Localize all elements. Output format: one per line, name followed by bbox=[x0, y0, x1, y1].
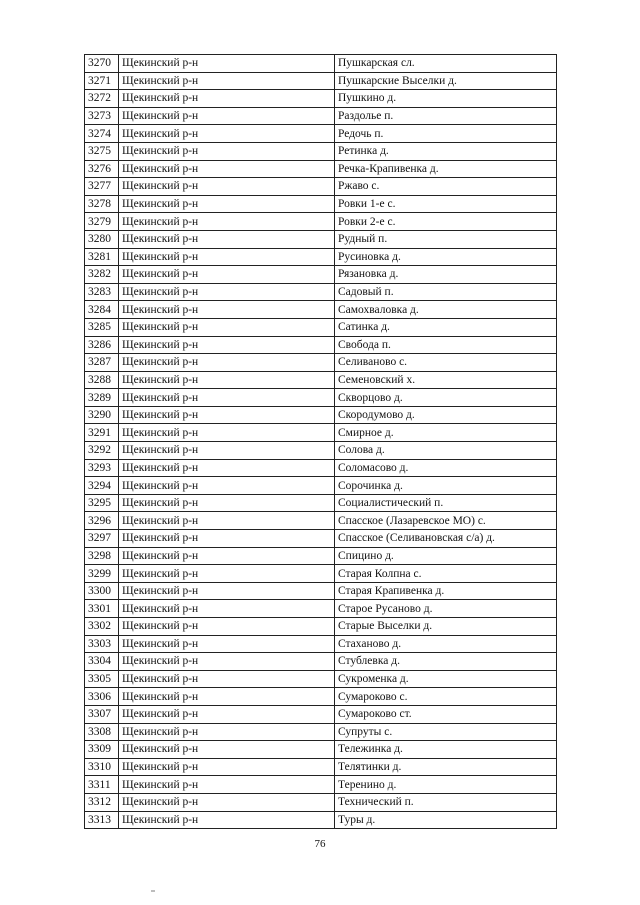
district-cell: Щекинский р-н bbox=[119, 389, 335, 407]
district-cell: Щекинский р-н bbox=[119, 582, 335, 600]
settlement-cell: Сорочинка д. bbox=[335, 477, 557, 495]
settlement-cell: Супруты с. bbox=[335, 723, 557, 741]
district-cell: Щекинский р-н bbox=[119, 230, 335, 248]
settlement-cell: Сумароково ст. bbox=[335, 705, 557, 723]
district-cell: Щекинский р-н bbox=[119, 178, 335, 196]
settlement-cell: Ретинка д. bbox=[335, 142, 557, 160]
table-row bbox=[85, 125, 557, 143]
settlement-cell: Скворцово д. bbox=[335, 389, 557, 407]
row-number: 3293 bbox=[85, 459, 119, 477]
district-cell: Щекинский р-н bbox=[119, 72, 335, 90]
district-cell: Щекинский р-н bbox=[119, 195, 335, 213]
settlement-cell: Речка-Крапивенка д. bbox=[335, 160, 557, 178]
district-cell: Щекинский р-н bbox=[119, 741, 335, 759]
district-cell: Щекинский р-н bbox=[119, 125, 335, 143]
table-row bbox=[85, 653, 557, 671]
row-number: 3305 bbox=[85, 670, 119, 688]
row-number: 3296 bbox=[85, 512, 119, 530]
row-number: 3276 bbox=[85, 160, 119, 178]
table-row bbox=[85, 723, 557, 741]
district-cell: Щекинский р-н bbox=[119, 547, 335, 565]
settlement-cell: Спасское (Лазаревское МО) с. bbox=[335, 512, 557, 530]
row-number: 3274 bbox=[85, 125, 119, 143]
settlement-cell: Селиваново с. bbox=[335, 354, 557, 372]
row-number: 3302 bbox=[85, 618, 119, 636]
district-cell: Щекинский р-н bbox=[119, 530, 335, 548]
district-cell: Щекинский р-н bbox=[119, 635, 335, 653]
row-number: 3281 bbox=[85, 248, 119, 266]
district-cell: Щекинский р-н bbox=[119, 758, 335, 776]
settlement-cell: Социалистический п. bbox=[335, 494, 557, 512]
table-row bbox=[85, 90, 557, 108]
settlement-cell: Тележинка д. bbox=[335, 741, 557, 759]
table-row bbox=[85, 248, 557, 266]
settlement-cell: Раздолье п. bbox=[335, 107, 557, 125]
row-number: 3300 bbox=[85, 582, 119, 600]
settlement-cell: Пушкино д. bbox=[335, 90, 557, 108]
row-number: 3294 bbox=[85, 477, 119, 495]
table-row bbox=[85, 688, 557, 706]
settlement-cell: Солова д. bbox=[335, 442, 557, 460]
row-number: 3273 bbox=[85, 107, 119, 125]
table-row bbox=[85, 371, 557, 389]
row-number: 3290 bbox=[85, 406, 119, 424]
district-cell: Щекинский р-н bbox=[119, 512, 335, 530]
table-row bbox=[85, 72, 557, 90]
table-row bbox=[85, 459, 557, 477]
district-cell: Щекинский р-н bbox=[119, 142, 335, 160]
row-number: 3279 bbox=[85, 213, 119, 231]
row-number: 3313 bbox=[85, 811, 119, 829]
district-cell: Щекинский р-н bbox=[119, 811, 335, 829]
row-number: 3308 bbox=[85, 723, 119, 741]
row-number: 3295 bbox=[85, 494, 119, 512]
table-row bbox=[85, 160, 557, 178]
district-cell: Щекинский р-н bbox=[119, 318, 335, 336]
settlement-cell: Садовый п. bbox=[335, 283, 557, 301]
table-row bbox=[85, 283, 557, 301]
row-number: 3310 bbox=[85, 758, 119, 776]
row-number: 3282 bbox=[85, 266, 119, 284]
settlement-cell: Пушкарские Выселки д. bbox=[335, 72, 557, 90]
table-row bbox=[85, 811, 557, 829]
row-number: 3275 bbox=[85, 142, 119, 160]
row-number: 3278 bbox=[85, 195, 119, 213]
row-number: 3284 bbox=[85, 301, 119, 319]
row-number: 3271 bbox=[85, 72, 119, 90]
row-number: 3298 bbox=[85, 547, 119, 565]
row-number: 3277 bbox=[85, 178, 119, 196]
table-row bbox=[85, 776, 557, 794]
settlement-cell: Пушкарская сл. bbox=[335, 55, 557, 73]
row-number: 3272 bbox=[85, 90, 119, 108]
district-cell: Щекинский р-н bbox=[119, 283, 335, 301]
row-number: 3286 bbox=[85, 336, 119, 354]
table-row bbox=[85, 230, 557, 248]
district-cell: Щекинский р-н bbox=[119, 213, 335, 231]
settlement-cell: Рязановка д. bbox=[335, 266, 557, 284]
settlement-cell: Технический п. bbox=[335, 793, 557, 811]
settlement-cell: Соломасово д. bbox=[335, 459, 557, 477]
district-cell: Щекинский р-н bbox=[119, 354, 335, 372]
district-cell: Щекинский р-н bbox=[119, 776, 335, 794]
row-number: 3292 bbox=[85, 442, 119, 460]
table-row bbox=[85, 142, 557, 160]
settlement-cell: Туры д. bbox=[335, 811, 557, 829]
district-cell: Щекинский р-н bbox=[119, 618, 335, 636]
table-row bbox=[85, 582, 557, 600]
settlement-cell: Стублевка д. bbox=[335, 653, 557, 671]
table-row bbox=[85, 336, 557, 354]
table-row bbox=[85, 618, 557, 636]
district-cell: Щекинский р-н bbox=[119, 336, 335, 354]
table-row bbox=[85, 266, 557, 284]
settlement-cell: Старые Выселки д. bbox=[335, 618, 557, 636]
settlement-cell: Редочь п. bbox=[335, 125, 557, 143]
table-row bbox=[85, 670, 557, 688]
district-cell: Щекинский р-н bbox=[119, 371, 335, 389]
row-number: 3311 bbox=[85, 776, 119, 794]
table-row bbox=[85, 354, 557, 372]
settlement-cell: Семеновский х. bbox=[335, 371, 557, 389]
district-cell: Щекинский р-н bbox=[119, 600, 335, 618]
scan-mark bbox=[151, 890, 155, 892]
settlement-cell: Ржаво с. bbox=[335, 178, 557, 196]
table-row bbox=[85, 424, 557, 442]
table-row bbox=[85, 406, 557, 424]
settlement-cell: Старая Колпна с. bbox=[335, 565, 557, 583]
district-cell: Щекинский р-н bbox=[119, 459, 335, 477]
district-cell: Щекинский р-н bbox=[119, 107, 335, 125]
table-row bbox=[85, 178, 557, 196]
settlement-cell: Теренино д. bbox=[335, 776, 557, 794]
table-row bbox=[85, 547, 557, 565]
settlement-cell: Русиновка д. bbox=[335, 248, 557, 266]
table-row bbox=[85, 55, 557, 73]
settlement-cell: Ровки 1-е с. bbox=[335, 195, 557, 213]
table-row bbox=[85, 530, 557, 548]
page-number: 76 bbox=[314, 838, 326, 850]
table-row bbox=[85, 318, 557, 336]
district-cell: Щекинский р-н bbox=[119, 442, 335, 460]
table-row bbox=[85, 793, 557, 811]
row-number: 3304 bbox=[85, 653, 119, 671]
settlements-table bbox=[84, 54, 557, 829]
district-cell: Щекинский р-н bbox=[119, 723, 335, 741]
district-cell: Щекинский р-н bbox=[119, 705, 335, 723]
settlement-cell: Рудный п. bbox=[335, 230, 557, 248]
table-row bbox=[85, 758, 557, 776]
row-number: 3297 bbox=[85, 530, 119, 548]
table-row bbox=[85, 195, 557, 213]
table-row bbox=[85, 213, 557, 231]
row-number: 3285 bbox=[85, 318, 119, 336]
settlement-cell: Ровки 2-е с. bbox=[335, 213, 557, 231]
row-number: 3306 bbox=[85, 688, 119, 706]
district-cell: Щекинский р-н bbox=[119, 494, 335, 512]
district-cell: Щекинский р-н bbox=[119, 477, 335, 495]
settlement-cell: Скородумово д. bbox=[335, 406, 557, 424]
district-cell: Щекинский р-н bbox=[119, 266, 335, 284]
district-cell: Щекинский р-н bbox=[119, 565, 335, 583]
table-row bbox=[85, 741, 557, 759]
settlement-cell: Сатинка д. bbox=[335, 318, 557, 336]
row-number: 3303 bbox=[85, 635, 119, 653]
table-row bbox=[85, 512, 557, 530]
row-number: 3307 bbox=[85, 705, 119, 723]
table-row bbox=[85, 600, 557, 618]
settlement-cell: Старая Крапивенка д. bbox=[335, 582, 557, 600]
district-cell: Щекинский р-н bbox=[119, 793, 335, 811]
district-cell: Щекинский р-н bbox=[119, 55, 335, 73]
district-cell: Щекинский р-н bbox=[119, 301, 335, 319]
table-row bbox=[85, 477, 557, 495]
settlement-cell: Свобода п. bbox=[335, 336, 557, 354]
table-row bbox=[85, 301, 557, 319]
row-number: 3280 bbox=[85, 230, 119, 248]
row-number: 3309 bbox=[85, 741, 119, 759]
table-row bbox=[85, 635, 557, 653]
row-number: 3287 bbox=[85, 354, 119, 372]
settlement-cell: Сукроменка д. bbox=[335, 670, 557, 688]
table-row bbox=[85, 494, 557, 512]
settlement-cell: Телятинки д. bbox=[335, 758, 557, 776]
settlement-cell: Самохваловка д. bbox=[335, 301, 557, 319]
settlement-cell: Спасское (Селивановская с/а) д. bbox=[335, 530, 557, 548]
row-number: 3299 bbox=[85, 565, 119, 583]
district-cell: Щекинский р-н bbox=[119, 424, 335, 442]
settlement-cell: Спицино д. bbox=[335, 547, 557, 565]
table-row bbox=[85, 389, 557, 407]
settlement-cell: Сумароково с. bbox=[335, 688, 557, 706]
row-number: 3291 bbox=[85, 424, 119, 442]
district-cell: Щекинский р-н bbox=[119, 90, 335, 108]
district-cell: Щекинский р-н bbox=[119, 160, 335, 178]
settlement-cell: Смирное д. bbox=[335, 424, 557, 442]
row-number: 3270 bbox=[85, 55, 119, 73]
table-row bbox=[85, 442, 557, 460]
district-cell: Щекинский р-н bbox=[119, 670, 335, 688]
settlement-cell: Стаханово д. bbox=[335, 635, 557, 653]
row-number: 3301 bbox=[85, 600, 119, 618]
row-number: 3289 bbox=[85, 389, 119, 407]
table-row bbox=[85, 705, 557, 723]
district-cell: Щекинский р-н bbox=[119, 248, 335, 266]
district-cell: Щекинский р-н bbox=[119, 653, 335, 671]
table-row bbox=[85, 565, 557, 583]
table-row bbox=[85, 107, 557, 125]
row-number: 3283 bbox=[85, 283, 119, 301]
settlement-cell: Старое Русаново д. bbox=[335, 600, 557, 618]
district-cell: Щекинский р-н bbox=[119, 406, 335, 424]
row-number: 3288 bbox=[85, 371, 119, 389]
table-body bbox=[85, 55, 557, 829]
row-number: 3312 bbox=[85, 793, 119, 811]
district-cell: Щекинский р-н bbox=[119, 688, 335, 706]
